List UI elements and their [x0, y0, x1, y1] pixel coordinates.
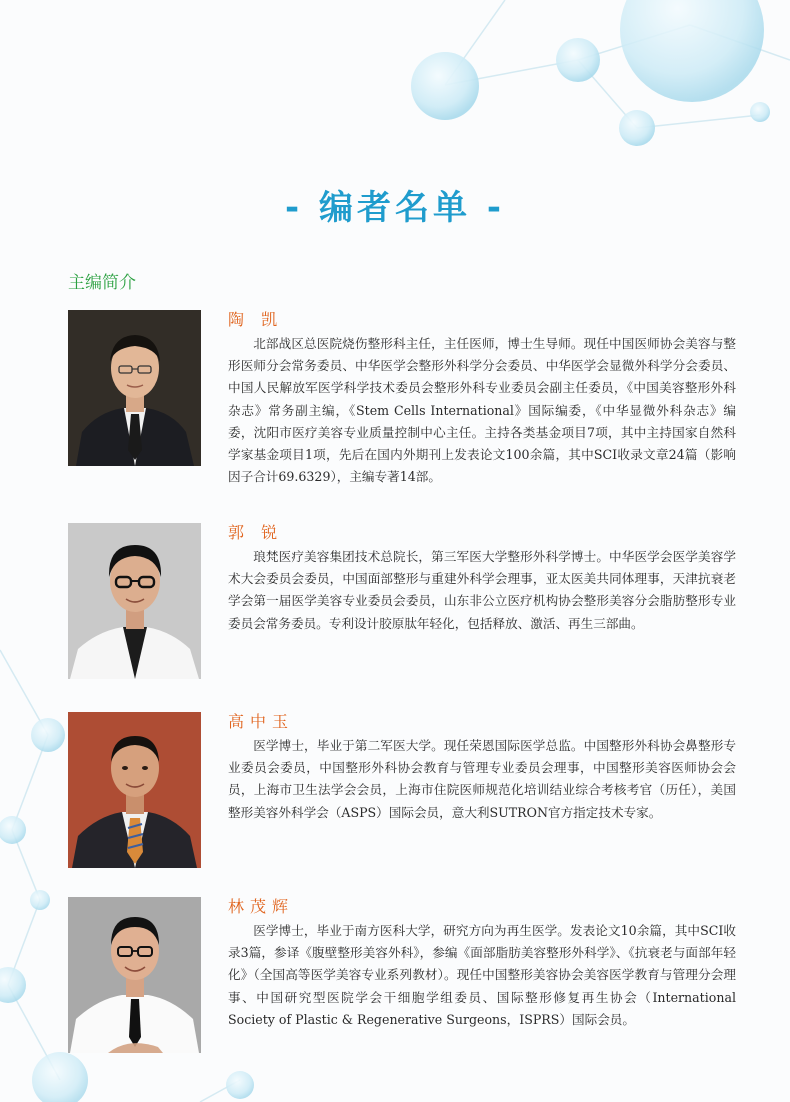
editor-bio: 琅梵医疗美容集团技术总院长，第三军医大学整形外科学博士。中华医学会医学美容学术大会委员会委员，中国面部整形与重建外科学会理事，亚太医美共同体理事，天津抗衰老学会第一届医学美容专业委员会委员，山东非公立医疗机构协会整形美容分会脂肪整形专业委员会常务委员。专利设计胶原肽年轻化，包括释放、激活、再生三部曲。 — [228, 549, 736, 631]
editor-photo — [68, 523, 201, 679]
editor-bio: 医学博士，毕业于第二军医大学。现任荣恩国际医学总监。中国整形外科协会鼻整形专业委员会委员，中国整形外科协会教育与管理专业委员会理事，中国整形美容医师协会会员，上海市卫生法学会会员，上海市住院医师规范化培训结业综合考核考官（历任），美国整形美容外科学会（ASPS）国际会员，意大利SUTRON官方指定技术专家。 — [228, 738, 736, 820]
section-heading: 主编简介 — [68, 273, 136, 293]
editor-name: 郭 锐 — [228, 523, 284, 542]
editor-bio: 北部战区总医院烧伤整形科主任，主任医师，博士生导师。现任中国医师协会美容与整形医师分会常务委员、中华医学会整形外科学分会委员、中华医学会显微外科学分会委员、中国人民解放军医学科学技术委员会整形外科专业委员会副主任委员，《中国美容整形外科杂志》常务副主编，《Stem Cells International》国际编委，《中华显微外科杂志》编委，沈阳市医疗美容专业质量控制中心主任。主持各类基金项目7项，其中主持国家自然科学家基金项目1项，先后在国内外期刊上发表论文100余篇，其中SCI收录文章24篇（影响因子合计69.6329），主编专著14部。 — [228, 336, 736, 485]
editor-photo — [68, 897, 201, 1053]
editor-name: 林茂辉 — [228, 897, 295, 916]
editor-photo — [68, 310, 201, 466]
editor-bio: 医学博士，毕业于南方医科大学，研究方向为再生医学。发表论文10余篇，其中SCI收录3篇，参译《腹壁整形美容外科》，参编《面部脂肪美容整形外科学》、《抗衰老与面部年轻化》（全国高等医学美容专业系列教材）。现任中国整形美容协会美容医学教育与管理分会理事、中国研究型医院学会干细胞学组委员、国际整形修复再生协会（International Society of Plastic & Regenerative Surgeons，ISPRS）国际会员。 — [228, 923, 736, 1027]
editor-name: 陶 凯 — [228, 310, 284, 329]
editor-photo — [68, 712, 201, 868]
page-title: - 编者名单 - — [285, 188, 505, 228]
editor-name: 高中玉 — [228, 712, 295, 731]
